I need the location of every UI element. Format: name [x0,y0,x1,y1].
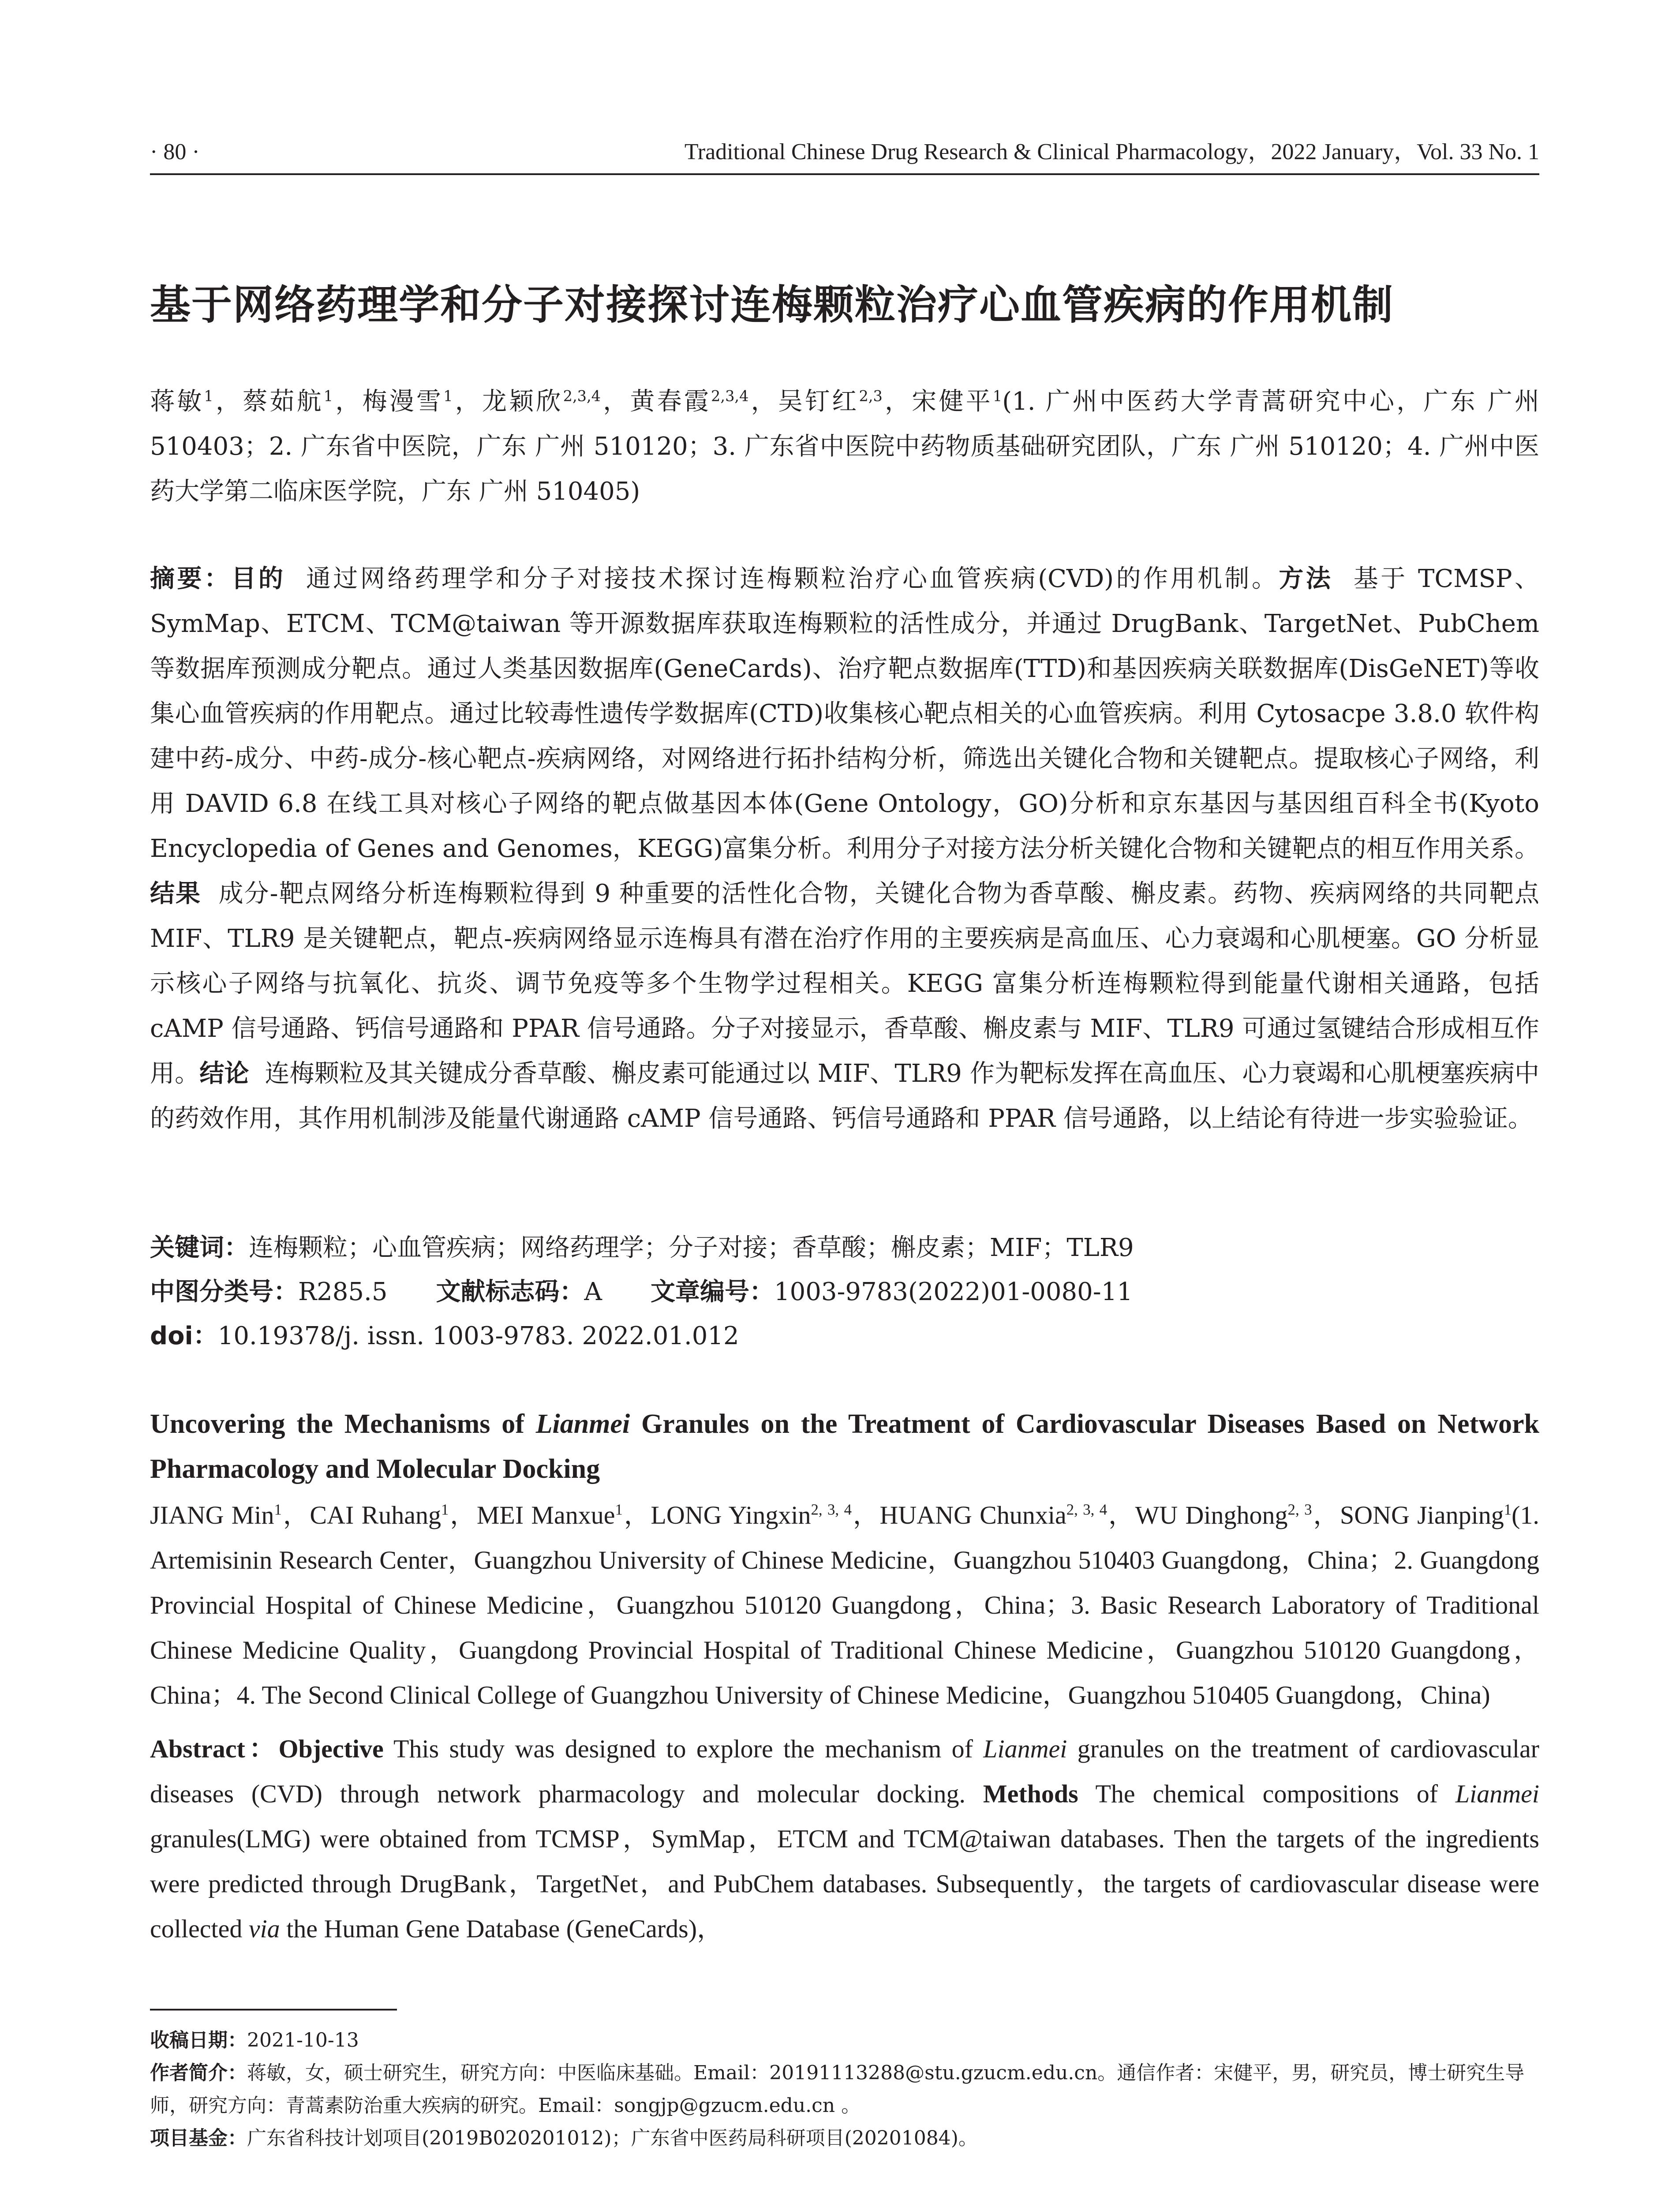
author-name-en: JIANG Min [150,1501,274,1529]
doi-label: doi： [150,1322,218,1350]
objective-en-label: Objective [278,1734,384,1763]
author-info-note [150,2057,1539,2122]
methods-en-text: granules(LMG) were obtained from TCMSP，SymMap，ETCM and TCM@taiwan databases. Then the targets of the ingredients were predicted through DrugBank，TargetNet，and PubChem databases. Subsequently，the targets of cardiovascular disease were collected [150,1824,1539,1943]
results-text: 成分-靶点网络分析连梅颗粒得到 9 种重要的活性化合物，关键化合物为香草酸、槲皮素。药物、疾病网络的共同靶点 MIF、TLR9 是关键靶点，靶点-疾病网络显示连梅具有潜在治疗作用的主要疾病是高血压、心力衰竭和心肌梗塞。GO 分析显示核心子网络与抗氧化、抗炎、调节免疫等多个生物学过程相关。KEGG 富集分析连梅颗粒得到能量代谢相关通路，包括 cAMP 信号通路、钙信号通路和 PPAR 信号通路。分子对接显示，香草酸、槲皮素与 MIF、TLR9 可通过氢键结合形成相互作用。 [150,879,1540,1088]
objective-en-text: This study was designed to explore the mechanism of [383,1734,984,1763]
methods-text: 基于 TCMSP、SymMap、ETCM、TCM@taiwan 等开源数据库获取连梅颗粒的活性成分，并通过 DrugBank、TargetNet、PubChem 等数据库预测成分靶点。通过人类基因数据库(GeneCards)、治疗靶点数据库(TTD)和基因疾病关联数据库(DisGeNET)等收集心血管疾病的作用靶点。通过比较毒性遗传学数据库(CTD)收集核心靶点相关的心血管疾病。利用 Cytosacpe 3.8.0 软件构建中药-成分、中药-成分-核心靶点-疾病网络，对网络进行拓扑结构分析，筛选出关键化合物和关键靶点。提取核心子网络，利用 DAVID 6.8 在线工具对核心子网络的靶点做基因本体(Gene Ontology，GO)分析和京东基因与基因组百科全书(Kyoto Encyclopedia of Genes and Genomes，KEGG)富集分析。利用分子对接方法分析关键化合物和关键靶点的相互作用关系。 [150,564,1540,863]
abstract-cn [150,557,1539,1141]
author-name-en: HUANG Chunxia [879,1501,1066,1529]
author-name: 黄春霞 [630,387,711,416]
author-name-en: CAI Ruhang [310,1501,441,1529]
author-affiliation-mark: 1 [323,387,333,405]
methods-label: 方法 [1279,564,1333,593]
author-affiliation-mark: 1 [441,1501,449,1518]
methods-en-text: the Human Gene Database (GeneCards)， [280,1914,723,1943]
page-number: · 80 · [150,139,200,164]
results-label: 结果 [150,879,202,908]
author-affiliation-mark: 1 [992,387,1003,405]
author-affiliation-mark: 1 [204,387,213,405]
journal-info: Traditional Chinese Drug Research & Clinical Pharmacology，2022 January，Vol. 33 No. 1 [684,139,1539,164]
author-name: 蔡茹航 [243,387,324,416]
author-block-cn: 蒋敏$^1$，蔡茹航$^1$，梅漫雪$^1$，龙颖欣$^{2,3,4}$，黄春霞$^{2,3,4}$，吴钉红$^{2,3}$，宋健平$^1$(1. 广州中医药大学青蒿研究中心，广东 广州 510403；2. 广东省中医院，广东 广州 510120；3. 广东省中医院中药物质基础研究团队，广东 广州 510120；4. 广州中医药大学第二临床医学院，广东 广州 510405) [150,387,1540,506]
title-en-part: Uncovering the Mechanisms of [150,1409,536,1439]
running-header [150,139,1539,165]
author-name: 宋健平 [912,387,993,416]
author-name: 梅漫雪 [362,387,444,416]
lianmei-italic: Lianmei [1455,1779,1539,1808]
author-affiliation-mark: 2, 3, 4 [811,1501,852,1518]
abstract-en [150,1727,1539,1951]
article-title-cn: 基于网络药理学和分子对接探讨连梅颗粒治疗心血管疾病的作用机制 [150,281,1394,329]
article-no-label: 文章编号： [650,1278,774,1306]
author-name: 龙颖欣 [482,387,563,416]
author-affiliation-mark: 2,3 [859,387,883,405]
footnotes [150,2024,1539,2155]
author-affiliation-mark: 2, 3 [1287,1501,1312,1518]
header-rule [150,173,1539,175]
received-value: 2021-10-13 [247,2029,359,2052]
methods-en-label: Methods [983,1779,1078,1808]
keywords-line [150,1226,1539,1270]
via-italic: via [248,1914,280,1943]
author-affiliation-mark: 1 [615,1501,623,1518]
author-info-text: 蒋敏，女，硕士研究生，研究方向：中医临床基础。Email：20191113288@stu.gzucm.edu.cn。通信作者：宋健平，男，研究员，博士研究生导师，研究方向：青蒿素防治重大疾病的研究。Email：songjp@gzucm.edu.cn 。 [150,2062,1525,2117]
author-name: 蒋敏 [150,387,204,416]
author-name-en: MEI Manxue [476,1501,615,1529]
title-en-italic: Lianmei [535,1409,630,1439]
keywords-label: 关键词： [150,1233,249,1262]
abstract-en-label: Abstract： [150,1734,279,1763]
article-title-en [150,1401,1539,1491]
doi-value: 10.19378/j. issn. 1003-9783. 2022.01.012 [217,1322,739,1350]
author-affiliation-mark: 1 [443,387,453,405]
lianmei-italic: Lianmei [983,1734,1067,1763]
author-affiliation-mark: 2,3,4 [563,387,601,405]
author-name-en: LONG Yingxin [651,1501,811,1529]
received-label: 收稿日期： [150,2029,247,2052]
affiliations-cn: (1. 广州中医药大学青蒿研究中心，广东 广州 510403；2. 广东省中医院，广东 广州 510120；3. 广东省中医院中药物质基础研究团队，广东 广州 510120；4. 广州中医药大学第二临床医学院，广东 广州 510405) [150,387,1540,506]
clc-label: 中图分类号： [150,1278,298,1306]
doc-code-value: A [584,1278,602,1306]
author-name-en: SONG Jianping [1340,1501,1504,1529]
author-affiliation-mark: 2, 3, 4 [1066,1501,1108,1518]
conclusion-text: 连梅颗粒及其关键成分香草酸、槲皮素可能通过以 MIF、TLR9 作为靶标发挥在高血压、心力衰竭和心肌梗塞疾病中的药效作用，其作用机制涉及能量代谢通路 cAMP 信号通路、钙信号通路和 PPAR 信号通路，以上结论有待进一步实验验证。 [150,1059,1540,1133]
objective-label: 目的 [231,564,286,593]
clc-value: R285.5 [298,1278,388,1306]
footnote-rule [150,2009,397,2011]
conclusion-label: 结论 [199,1059,249,1088]
doi-line [150,1314,1539,1358]
article-no-value: 1003-9783(2022)01-0080-11 [774,1278,1133,1306]
author-affiliation-mark: 1 [1504,1501,1512,1518]
abstract-label: 摘要： [150,564,232,593]
objective-en-text: granules on the treatment of cardiovascular diseases (CVD) through network pharmacology and molecular docking. [150,1734,1539,1808]
author-info-label: 作者简介： [150,2062,247,2084]
doc-code-label: 文献标志码： [436,1278,584,1306]
objective-text: 通过网络药理学和分子对接技术探讨连梅颗粒治疗心血管疾病(CVD)的作用机制。 [306,564,1279,593]
affiliations-en: (1. Artemisinin Research Center，Guangzhou University of Chinese Medicine，Guangzhou 510403 Guangdong，China；2. Guangdong Provincial Hospital of Chinese Medicine，Guangzhou 510120 Guangdong，China；3. Basic Research Laboratory of Traditional Chinese Medicine Quality，Guangdong Provincial Hospital of Traditional Chinese Medicine，Guangzhou 510120 Guangdong，China；4. The Second Clinical College of Guangzhou University of Chinese Medicine，Guangzhou 510405 Guangdong，China) [150,1501,1539,1709]
funding-label: 项目基金： [150,2127,247,2149]
author-affiliation-mark: 1 [274,1501,282,1518]
author-name: 吴钉红 [778,387,859,416]
received-date-note [150,2024,1539,2057]
funding-text: 广东省科技计划项目(2019B020201012)；广东省中医药局科研项目(20201084)。 [247,2127,978,2149]
author-block-en: JIANG Min$^1$，CAI Ruhang$^1$，MEI Manxue$^1$，LONG Yingxin$^{2, 3, 4}$，HUANG Chunxia$^{2, 3, 4}$，WU Dinghong$^{2, 3}$，SONG Jianping$^1$(1. Artemisinin Research Center，Guangzhou University of Chinese Medicine，Guangzhou 510403 Guangdong，China；2. Guangdong Provincial Hospital of Chinese Medicine，Guangzhou 510120 Guangdong，China；3. Basic Research Laboratory of Traditional Chinese Medicine Quality，Guangdong Provincial Hospital of Traditional Chinese Medicine，Guangzhou 510120 Guangdong，China；4. The Second Clinical College of Guangzhou University of Chinese Medicine，Guangzhou 510405 Guangdong，China) [150,1501,1539,1709]
funding-note [150,2122,1539,2155]
author-affiliation-mark: 2,3,4 [711,387,749,405]
keywords-text: 连梅颗粒；心血管疾病；网络药理学；分子对接；香草酸；槲皮素；MIF；TLR9 [249,1233,1134,1262]
methods-en-text: The chemical compositions of [1078,1779,1456,1808]
author-name-en: WU Dinghong [1135,1501,1288,1529]
title-en-part: Granules on the Treatment of Cardiovascular Diseases Based on Network Pharmacology and Molecular Docking [150,1409,1539,1484]
classification-line [150,1270,1539,1314]
